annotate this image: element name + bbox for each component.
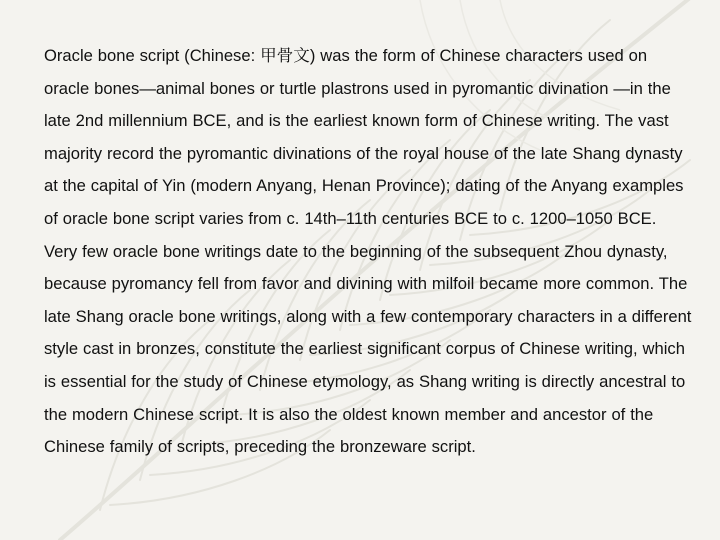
body-paragraph: Oracle bone script (Chinese: 甲骨文) was the form of Chinese characters used on oracle bones—animal bones or turtle plastrons used in pyromantic divination —in the late 2nd millennium BCE, and is the earliest known form of Chinese writing. The vast majority record the pyromantic divinations of the royal house of the late Shang dynasty at the capital of Yin (modern Anyang, Henan Province); dating of the Anyang examples of oracle bone script varies from c. 14th–11th centuries BCE to c. 1200–1050 BCE. Very few oracle bone writings date to the beginning of the subsequent Zhou dynasty, because pyromancy fell from favor and divining with milfoil became more common. The late Shang oracle bone writings, along with a few contemporary characters in a different style cast in bronzes, constitute the earliest significant corpus of Chinese writing, which is essential for the study of Chinese etymology, as Shang writing is directly ancestral to the modern Chinese script. It is also the oldest known member and ancestor of the Chinese family of scripts, preceding the bronzeware script. bbox=[44, 46, 692, 457]
